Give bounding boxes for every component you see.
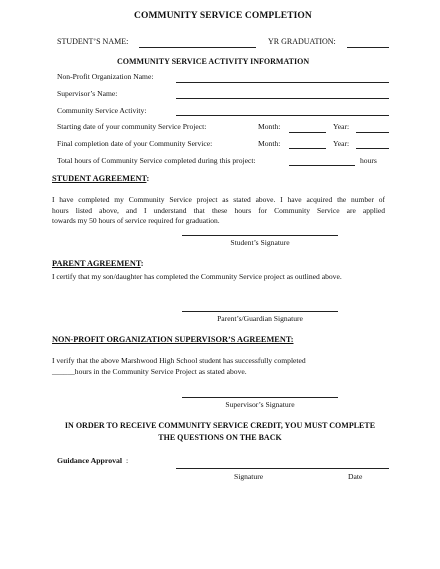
supervisor-signature-label: Supervisor’s Signature [225, 400, 295, 409]
student-name-label: STUDENT’S NAME: [57, 37, 129, 46]
completion-month-label: Month: [258, 139, 281, 148]
supervisor-agreement-heading: NON-PROFIT ORGANIZATION SUPERVISOR’S AGREEMENT: [52, 335, 294, 344]
org-name-field[interactable] [176, 82, 389, 83]
hours-unit-label: hours [360, 156, 377, 165]
parent-signature-line[interactable] [182, 311, 338, 312]
supervisor-name-label: Supervisor’s Name: [57, 89, 118, 98]
start-month-label: Month: [258, 122, 281, 131]
student-name-field[interactable] [139, 47, 256, 48]
parent-signature-label: Parent’s/Guardian Signature [217, 314, 303, 323]
guidance-approval-label: Guidance Approval : [57, 456, 129, 465]
guidance-signature-label: Signature [234, 472, 264, 481]
credit-notice-line1: IN ORDER TO RECEIVE COMMUNITY SERVICE CREDIT, YOU MUST COMPLETE [64, 421, 376, 430]
activity-info-header: COMMUNITY SERVICE ACTIVITY INFORMATION [117, 57, 310, 66]
guidance-date-label: Date [348, 472, 363, 481]
start-year-label: Year: [333, 122, 350, 131]
completion-year-label: Year: [333, 139, 350, 148]
completion-year-field[interactable] [356, 148, 389, 149]
student-signature-line[interactable] [182, 235, 338, 236]
org-name-label: Non-Profit Organization Name: [57, 72, 154, 81]
student-agreement-heading: STUDENT AGREEMENT: [52, 174, 150, 183]
form-title: COMMUNITY SERVICE COMPLETION [134, 11, 312, 21]
supervisor-signature-line[interactable] [182, 397, 338, 398]
supervisor-agreement-line1: I verify that the above Marshwood High School student has successfully completed [52, 356, 306, 365]
start-month-field[interactable] [289, 132, 326, 133]
parent-agreement-text: I certify that my son/daughter has completed the Community Service project as outlined above. [52, 272, 342, 281]
yr-graduation-label: YR GRADUATION: [268, 37, 336, 46]
student-agreement-text: I have completed my Community Service project as stated above. I have acquired the number of hours listed above, and I understand that these hours for Community Service are applied towards my 50 hours of service required for graduation. [52, 195, 385, 226]
supervisor-name-field[interactable] [176, 98, 389, 99]
activity-field[interactable] [176, 115, 389, 116]
total-hours-field[interactable] [289, 165, 355, 166]
completion-date-label: Final completion date of your Community Service: [57, 139, 213, 148]
parent-agreement-heading: PARENT AGREEMENT: [52, 259, 144, 268]
credit-notice-line2: THE QUESTIONS ON THE BACK [158, 433, 282, 442]
activity-label: Community Service Activity: [57, 106, 147, 115]
yr-graduation-field[interactable] [347, 47, 389, 48]
start-date-label: Starting date of your community Service Project: [57, 122, 207, 131]
total-hours-label: Total hours of Community Service completed during this project: [57, 156, 256, 165]
student-signature-label: Student’s Signature [230, 238, 290, 247]
guidance-signature-line[interactable] [176, 468, 389, 469]
completion-month-field[interactable] [289, 148, 326, 149]
supervisor-agreement-line2: ______hours in the Community Service Project as stated above. [52, 367, 247, 376]
start-year-field[interactable] [356, 132, 389, 133]
